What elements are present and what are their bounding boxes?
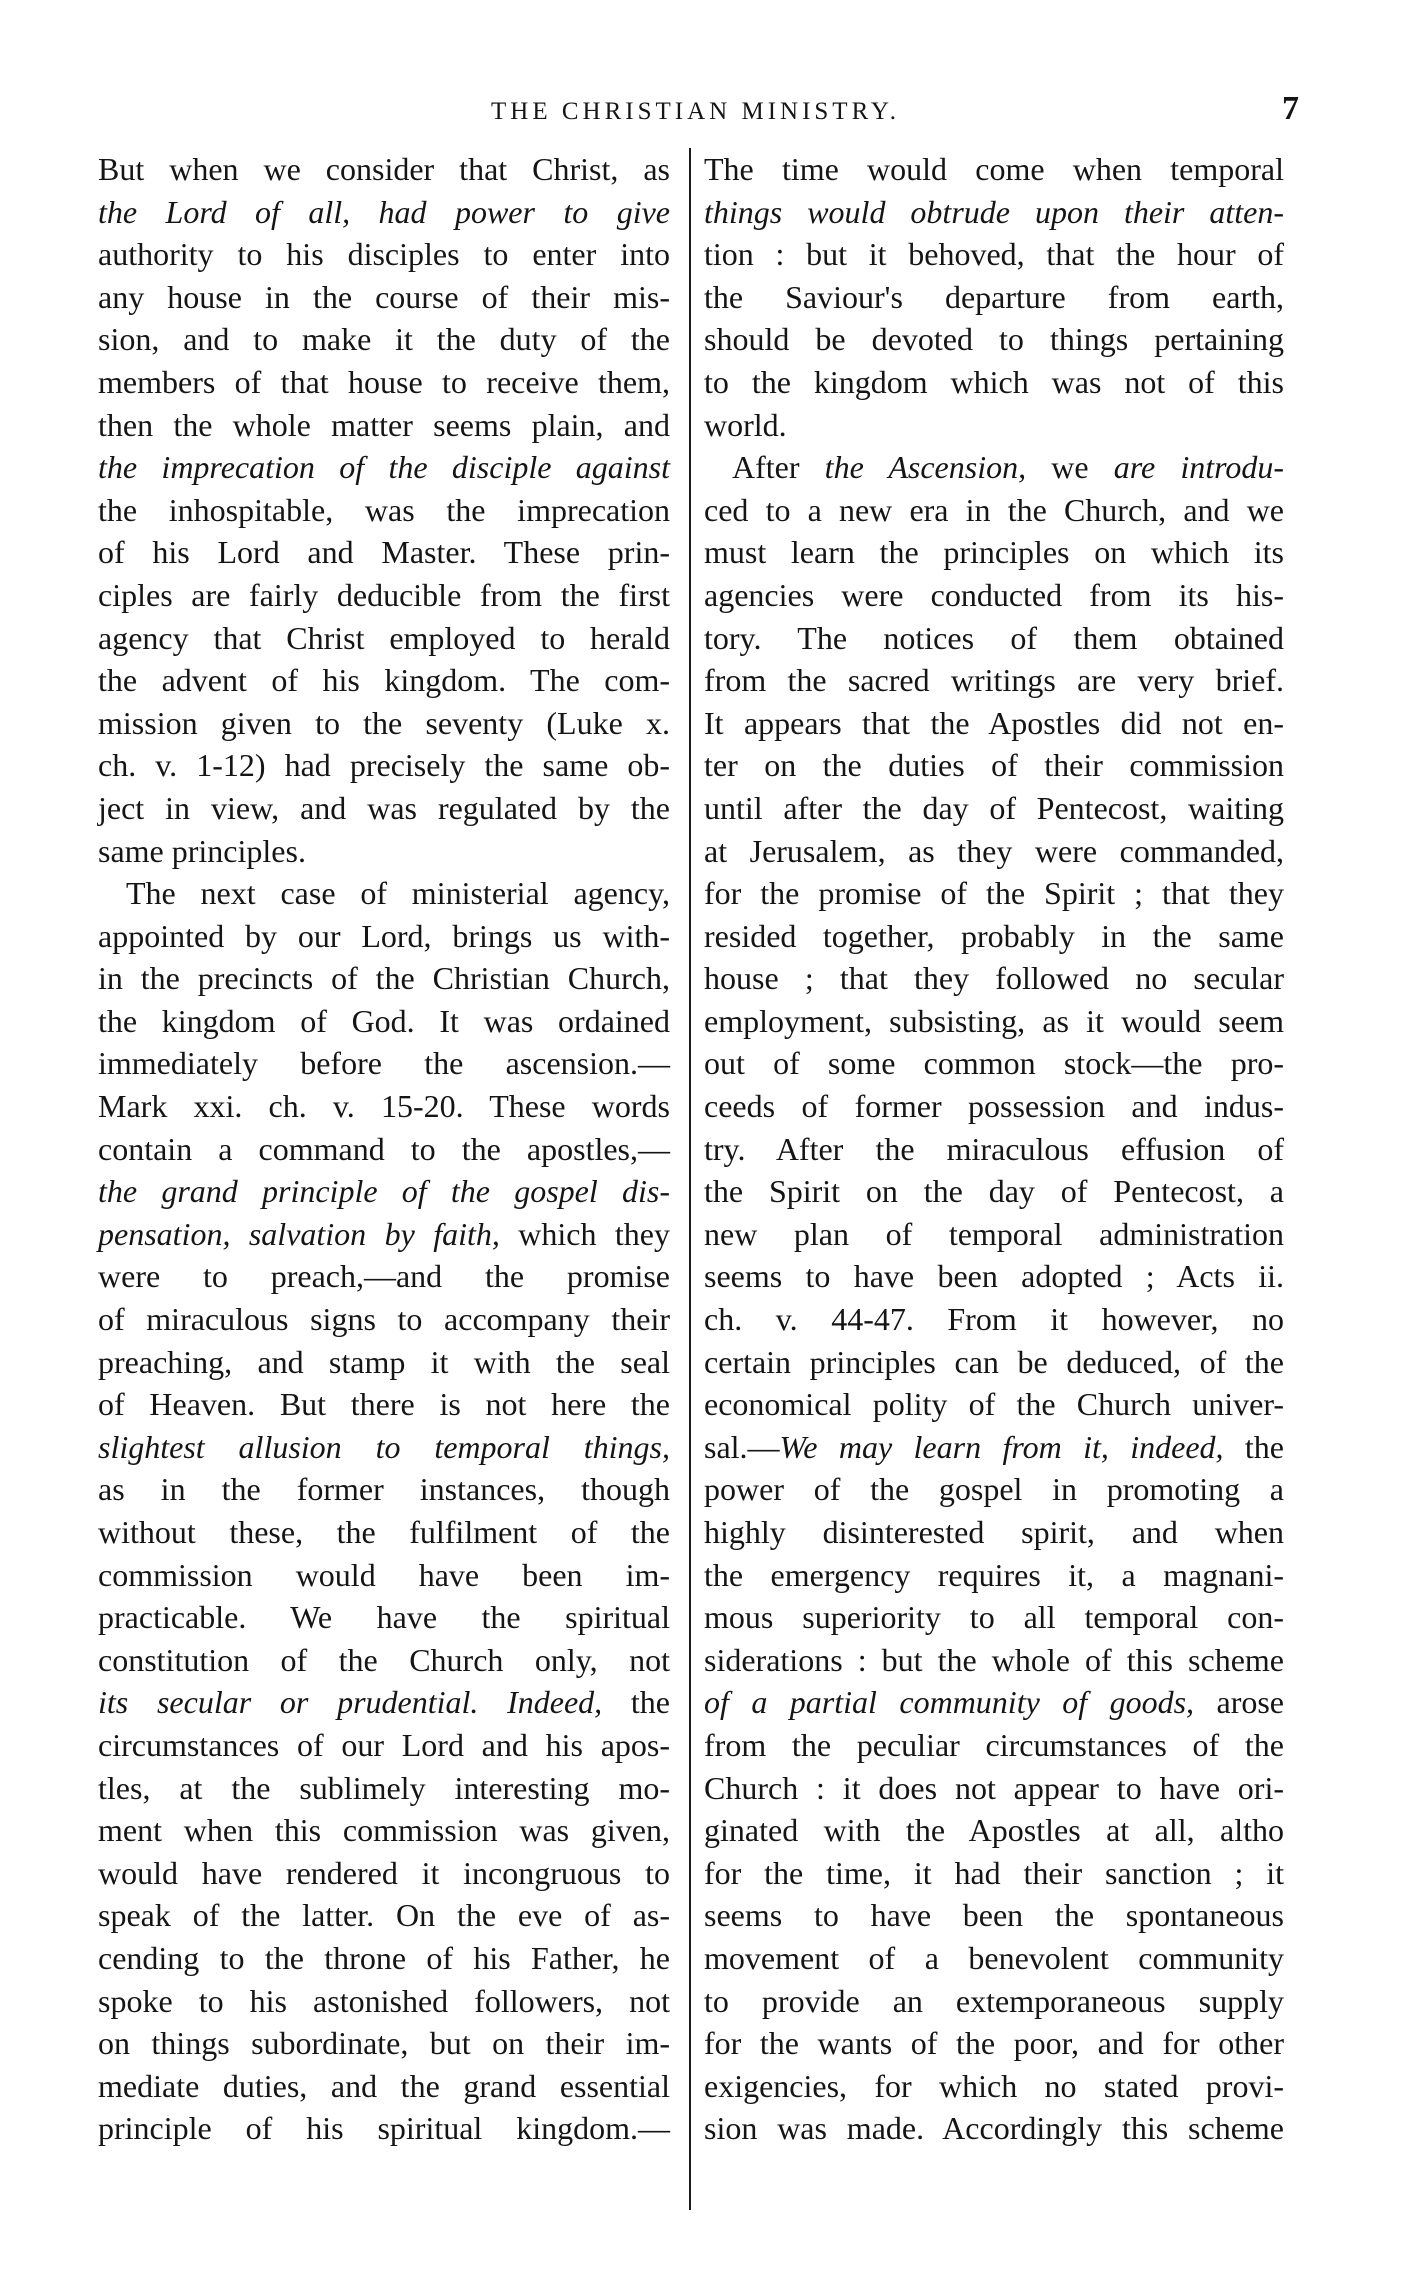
text-line: ter on the duties of their commission [704,747,1284,784]
text-line [98,1681,670,1724]
text-columns [98,148,1288,2248]
text-line [704,446,1284,489]
text-line: exigencies, for which no stated provi- [704,2067,1284,2104]
text-line: economical polity of the Church univer- [704,1386,1284,1423]
text-line: the emergency requires it, a magnani- [704,1556,1284,1593]
text-line: The time would come when temporal [704,151,1284,187]
text-line: sion, and to make it the duty of the [98,321,670,358]
text-line: It appears that the Apostles did not en- [704,704,1284,741]
italic-span: of a partial community of goods, [704,1684,1195,1721]
text-line: then the whole matter seems plain, and [98,406,670,443]
text-line: mission given to the seventy (Luke x. [98,704,670,741]
text-line: any house in the course of their mis- [98,278,670,315]
text-line: practicable. We have the spiritual [98,1599,670,1636]
text-line: for the time, it had their sanction ; it [704,1854,1284,1891]
text-line: should be devoted to things pertaining [704,321,1284,358]
text-line: seems to have been the spontaneous [704,1897,1284,1934]
text-line: to the kingdom which was not of this [704,363,1284,400]
text-span: the [602,1684,671,1721]
text-line: commission would have been im- [98,1556,670,1593]
text-line [704,191,1284,234]
page-number: 7 [1282,90,1299,127]
text-line: principle of his spiritual kingdom.— [98,2110,670,2147]
text-line: Church : it does not appear to have ori- [704,1769,1284,1806]
text-line: siderations : but the whole of this scheme [704,1641,1284,1678]
text-line: certain principles can be deduced, of the [704,1343,1284,1380]
text-line: of his Lord and Master. These prin- [98,534,670,571]
italic-span: the grand principle of the gospel dis- [98,1173,670,1210]
text-line: as in the former instances, though [98,1471,670,1508]
italic-span: things would obtrude upon their atten- [704,193,1284,230]
text-line: at Jerusalem, as they were commanded, [704,832,1284,869]
text-span: arose [1194,1684,1284,1721]
text-line: immediately before the ascension.— [98,1045,670,1082]
text-line: ject in view, and was regulated by the [98,789,670,826]
text-line: ment when this commission was given, [98,1812,670,1849]
text-span: which they [499,1215,671,1252]
text-line: movement of a benevolent community [704,1939,1284,1976]
text-line: from the sacred writings are very brief. [704,662,1284,699]
text-line: mous superiority to all temporal con- [704,1599,1284,1636]
italic-span: pensation, salvation by faith, [98,1215,500,1252]
left-column [98,148,670,2150]
text-line: seems to have been adopted ; Acts ii. [704,1258,1284,1295]
text-line: ch. v. 44-47. From it however, no [704,1301,1284,1338]
text-line: the Spirit on the day of Pentecost, a [704,1173,1284,1210]
text-line: speak of the latter. On the eve of as- [98,1897,670,1934]
text-span: the [1223,1428,1285,1465]
text-line: house ; that they followed no secular [704,960,1284,997]
text-line: resided together, probably in the same [704,917,1284,954]
right-column [704,148,1284,2150]
italic-span: are introdu- [1113,449,1285,486]
page-header [98,90,1299,136]
italic-span: the Ascension, [824,449,1027,486]
text-line: must learn the principles on which its [704,534,1284,571]
text-line: tion : but it behoved, that the hour of [704,236,1284,273]
text-line: the kingdom of God. It was ordained [98,1002,670,1039]
text-line: members of that house to receive them, [98,363,670,400]
text-line: preaching, and stamp it with the seal [98,1343,670,1380]
text-line [98,1426,670,1469]
text-line: in the precincts of the Christian Church, [98,960,670,997]
text-line: Mark xxi. ch. v. 15-20. These words [98,1088,670,1125]
italic-span: its secular or prudential. Indeed, [98,1684,603,1721]
text-line: for the wants of the poor, and for other [704,2025,1284,2062]
text-line: mediate duties, and the grand essential [98,2067,670,2104]
text-line: tles, at the sublimely interesting mo- [98,1769,670,1806]
text-line: new plan of temporal administration [704,1215,1284,1252]
text-line: for the promise of the Spirit ; that they [704,875,1284,912]
text-line: circumstances of our Lord and his apos- [98,1726,670,1763]
italic-span: the Lord of all, had power to give [98,193,670,230]
text-line [98,446,670,489]
text-line: ceeds of former possession and indus- [704,1088,1284,1125]
text-line: spoke to his astonished followers, not [98,1982,670,2019]
text-line: without these, the fulfilment of the [98,1514,670,1550]
text-line: ciples are fairly deducible from the first [98,576,670,613]
text-line [98,1170,670,1213]
text-line: the advent of his kingdom. The com- [98,662,670,699]
text-line: contain a command to the apostles,— [98,1130,670,1167]
text-line: of Heaven. But there is not here the [98,1386,670,1423]
text-line: cending to the throne of his Father, he [98,1939,670,1976]
text-line: on things subordinate, but on their im- [98,2025,670,2062]
italic-span: the imprecation of the disciple against [98,449,670,486]
text-line: ced to a new era in the Church, and we [704,491,1284,528]
text-line: The next case of ministerial agency, [126,875,670,912]
text-line: of miraculous signs to accompany their [98,1301,670,1338]
text-line: try. After the miraculous effusion of [704,1130,1284,1167]
text-line [704,1426,1284,1469]
text-line: agency that Christ employed to herald [98,619,670,656]
text-line: world. [704,406,787,443]
text-line: sion was made. Accordingly this scheme [704,2110,1284,2147]
text-line: power of the gospel in promoting a [704,1471,1284,1508]
text-line: employment, subsisting, as it would seem [704,1002,1284,1039]
text-line: authority to his disciples to enter into [98,236,670,273]
text-line: until after the day of Pentecost, waiting [704,789,1284,826]
text-line: the inhospitable, was the imprecation [98,491,670,528]
text-line [98,1213,670,1256]
text-line [98,191,670,234]
text-line: to provide an extemporaneous supply [704,1982,1284,2019]
text-line: ginated with the Apostles at all, altho [704,1812,1284,1849]
column-divider [689,148,691,2210]
text-line: out of some common stock—the pro- [704,1045,1284,1082]
text-span: we [1026,449,1114,486]
text-line: But when we consider that Christ, as [98,151,670,187]
text-line: highly disinterested spirit, and when [704,1514,1284,1550]
text-span: After [732,449,825,486]
running-title: THE CHRISTIAN MINISTRY. [491,98,900,125]
text-line: ch. v. 1-12) had precisely the same ob- [98,747,670,784]
text-span: sal.— [704,1428,780,1465]
italic-span: We may learn from it, indeed, [779,1428,1224,1465]
text-line: the Saviour's departure from earth, [704,278,1284,315]
text-line: from the peculiar circumstances of the [704,1726,1284,1763]
text-line: appointed by our Lord, brings us with- [98,917,670,954]
text-line: would have rendered it incongruous to [98,1854,670,1891]
text-line: agencies were conducted from its his- [704,576,1284,613]
text-line: were to preach,—and the promise [98,1258,670,1295]
italic-span: slightest allusion to temporal things, [98,1428,670,1465]
text-line: same principles. [98,832,306,869]
text-line: tory. The notices of them obtained [704,619,1284,656]
text-line [704,1681,1284,1724]
text-line: constitution of the Church only, not [98,1641,670,1678]
